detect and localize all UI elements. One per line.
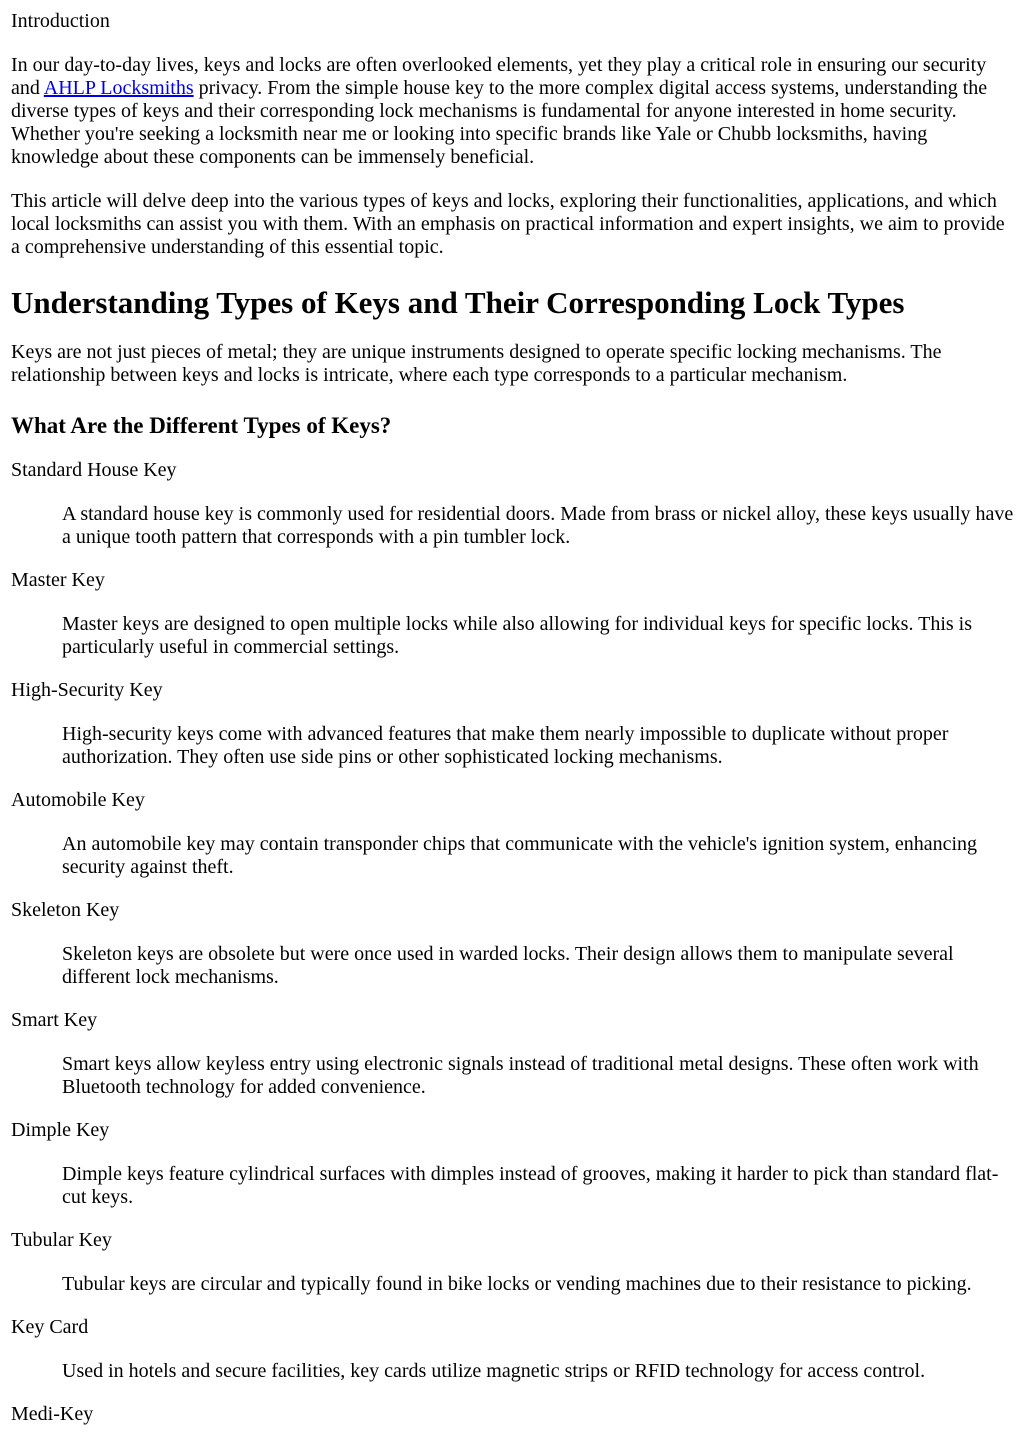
key-item (11, 569, 1014, 659)
key-types-heading: What Are the Different Types of Keys? (11, 413, 392, 438)
key-definition: High-security keys come with advanced features that make them nearly impossible to duplicate without proper authorization. They often use side pins or other sophisticated locking mechanisms. (62, 723, 949, 768)
keys-intro-paragraph: Keys are not just pieces of metal; they are unique instruments designed to operate specific locking mechanisms. The relationship between keys and locks is intricate, where each type corresponds to a particular mechanism. (11, 341, 942, 386)
key-item (11, 1403, 1014, 1426)
key-term: Medi-Key (11, 1403, 94, 1425)
ahlp-locksmiths-link[interactable]: AHLP Locksmiths (43, 77, 194, 99)
key-definition: Smart keys allow keyless entry using electronic signals instead of traditional metal designs. These often work with Bluetooth technology for added convenience. (62, 1053, 979, 1098)
key-item (11, 1316, 1014, 1383)
intro-paragraph (11, 54, 1014, 169)
key-list (11, 459, 1014, 1426)
key-term: High-Security Key (11, 679, 163, 701)
key-item (11, 1009, 1014, 1099)
intro-text-after: privacy. From the simple house key to the more complex digital access systems, understanding the diverse types of keys and their corresponding lock mechanisms is fundamental for anyone interested in home security. Whether you're seeking a locksmith near me or looking into specific brands like Yale or Chubb locksmiths, having knowledge about these components can be immensely beneficial. (11, 77, 988, 168)
key-item (11, 789, 1014, 879)
key-item (11, 1119, 1014, 1209)
overview-paragraph: This article will delve deep into the various types of keys and locks, exploring their functionalities, applications, and which local locksmiths can assist you with them. With an emphasis on practical information and expert insights, we aim to provide a comprehensive understanding of this essential topic. (11, 190, 1005, 258)
intro-text-before: In our day-to-day lives, keys and locks are often overlooked elements, yet they play a critical role in ensuring our security and (11, 54, 987, 99)
key-item (11, 679, 1014, 769)
key-definition: Tubular keys are circular and typically found in bike locks or vending machines due to their resistance to picking. (62, 1273, 972, 1295)
key-term: Key Card (11, 1316, 89, 1338)
key-term: Tubular Key (11, 1229, 112, 1251)
key-definition: Skeleton keys are obsolete but were once used in warded locks. Their design allows them to manipulate several different lock mechanisms. (62, 943, 954, 988)
key-term: Master Key (11, 569, 105, 591)
key-term: Standard House Key (11, 459, 177, 481)
key-item (11, 459, 1014, 549)
key-definition: A standard house key is commonly used for residential doors. Made from brass or nickel alloy, these keys usually have a unique tooth pattern that corresponds with a pin tumbler lock. (62, 503, 1014, 548)
key-definition: An automobile key may contain transponder chips that communicate with the vehicle's ignition system, enhancing security against theft. (62, 833, 978, 878)
key-term: Automobile Key (11, 789, 145, 811)
intro-heading: Introduction (11, 10, 110, 32)
key-definition: Dimple keys feature cylindrical surfaces with dimples instead of grooves, making it harder to pick than standard flat-cut keys. (62, 1163, 999, 1208)
key-item (11, 899, 1014, 989)
key-item (11, 1229, 1014, 1296)
key-definition: Master keys are designed to open multiple locks while also allowing for individual keys for specific locks. This is particularly useful in commercial settings. (62, 613, 972, 658)
key-term: Dimple Key (11, 1119, 110, 1141)
key-definition: Used in hotels and secure facilities, key cards utilize magnetic strips or RFID technology for access control. (62, 1360, 926, 1382)
key-term: Smart Key (11, 1009, 98, 1031)
main-heading: Understanding Types of Keys and Their Corresponding Lock Types (11, 285, 905, 320)
key-term: Skeleton Key (11, 899, 120, 921)
